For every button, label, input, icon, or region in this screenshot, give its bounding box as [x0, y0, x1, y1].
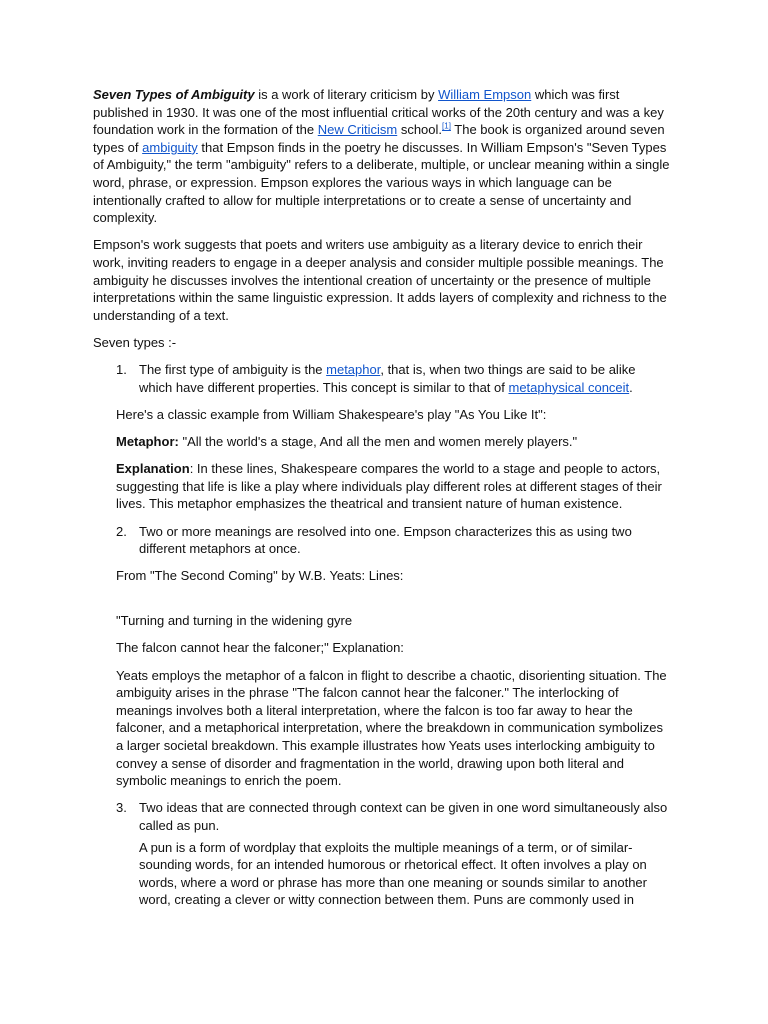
list-item-1: 1. The first type of ambiguity is the metaphor, that is, when two things are said to be alike which have different properties. This concept is similar to that of metaphysical conceit. — [116, 362, 636, 395]
footnote-ref-link[interactable]: [1] — [442, 121, 451, 131]
explanation-paragraph: Explanation: In these lines, Shakespeare compares the world to a stage and people to actors, suggesting that life is like a play where individuals play different roles at different stages of their lives. This metaphor emphasizes the theatrical and transient nature of human existence. — [116, 461, 662, 512]
yeats-line-1: "Turning and turning in the widening gyre — [116, 613, 353, 629]
new-criticism-link[interactable]: New Criticism — [317, 122, 398, 138]
blank-line — [93, 595, 672, 613]
list-number: 1. — [116, 362, 127, 378]
metaphor-link[interactable]: metaphor — [326, 362, 381, 378]
yeats-intro: From "The Second Coming" by W.B. Yeats: Lines: — [116, 568, 404, 584]
william-empson-link[interactable]: William Empson — [438, 87, 532, 102]
paragraph-2: Empson's work suggests that poets and writers use ambiguity as a literary device to enrich their work, inviting readers to engage in a deeper analysis and consider multiple possible meanings. The ambiguity he discusses involves the intentional creation of uncertainty or the presence of multiple interpretations within the same linguistic expression. It adds layers of complexity and richness to the understanding of a text. — [93, 237, 667, 323]
book-title: Seven Types of Ambiguity — [93, 87, 255, 102]
metaphysical-conceit-link[interactable]: metaphysical conceit — [508, 379, 630, 395]
yeats-line-2: The falcon cannot hear the falconer;" Explanation: — [116, 640, 404, 656]
list-item-2: 2. Two or more meanings are resolved into one. Empson characterizes this as using two different metaphors at once. — [116, 523, 632, 557]
shakespeare-intro: Here's a classic example from William Shakespeare's play "As You Like It": — [116, 406, 547, 422]
yeats-explanation: Yeats employs the metaphor of a falcon in flight to describe a chaotic, disorienting situation. The ambiguity arises in the phrase "The falcon cannot hear the falconer." The interlocking of meanings involves both a literal interpretation, where the falcon is too far away to hear the falconer, and a metaphorical interpretation, where the breakdown in communication symbolizes a larger societal breakdown. This example illustrates how Yeats uses interlocking ambiguity to convey a sense of disorder and fragmentation in the world, drawing upon both literal and symbolic meanings to enrich the poem. — [116, 667, 667, 789]
explanation-label: Explanation — [116, 461, 190, 477]
list-number: 2. — [116, 523, 127, 539]
metaphor-example — [93, 433, 672, 451]
metaphor-quote: "All the world's a stage, And all the men and women merely players." — [178, 434, 578, 450]
seven-types-heading: Seven types :- — [93, 334, 177, 350]
pun-definition: A pun is a form of wordplay that exploits the multiple meanings of a term, or of similar-sounding words, for an intended humorous or rhetorical effect. It often involves a play on words, where a word or phrase has more than one meaning or sounds similar to another word, creating a clever or witty connection between them. Puns are commonly used in — [139, 839, 647, 908]
metaphor-label: Metaphor: — [116, 434, 179, 450]
ambiguity-link[interactable]: ambiguity — [142, 139, 198, 155]
item-3-text: Two ideas that are connected through context can be given in one word simultaneously also called as pun. — [139, 800, 668, 833]
intro-paragraph: Seven Types of Ambiguity is a work of literary criticism by William Empson which was first published in 1930. It was one of the most influential critical works of the 20th century and was a key foundation work in the formation of the New Criticism school.[1] The book is organized around seven types of ambiguity that Empson finds in the poetry he discusses. In William Empson's "Seven Types of Ambiguity," the term "ambiguity" refers to a deliberate, multiple, or unclear meaning within a single word, phrase, or expression. Empson explores the various ways in which language can be intentionally crafted to allow for multiple interpretations or to create a sense of uncertainty and complexity. — [93, 87, 670, 226]
list-item-3 — [93, 799, 672, 909]
list-number: 3. — [116, 800, 127, 816]
